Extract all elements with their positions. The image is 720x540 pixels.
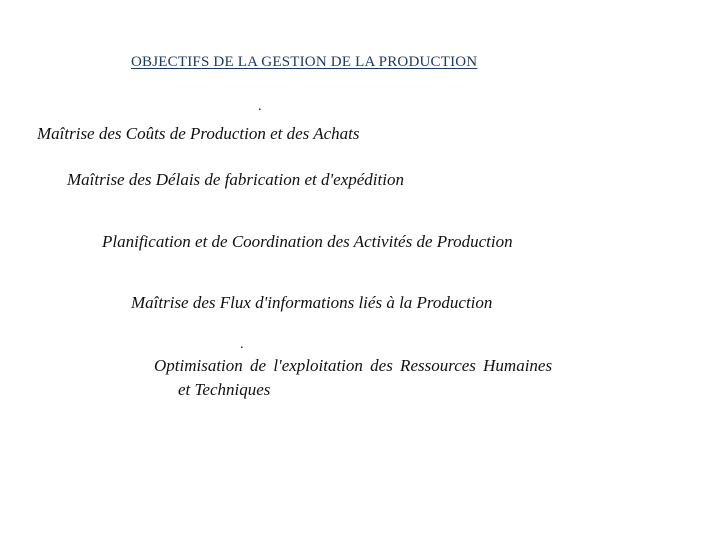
objective-planning-coordination: Planification et de Coordination des Activités de Production: [102, 232, 513, 251]
objective-cost-control: Maîtrise des Coûts de Production et des Achats: [37, 124, 360, 143]
objective-resource-optimisation: Optimisation de l'exploitation des Ressources Humaines: [154, 356, 553, 375]
objective-information-flow: Maîtrise des Flux d'informations liés à la Production: [131, 293, 493, 312]
objective-lead-time-control: Maîtrise des Délais de fabrication et d'expédition: [67, 170, 404, 189]
page-title: OBJECTIFS DE LA GESTION DE LA PRODUCTION: [131, 54, 478, 70]
bullet-marker: .: [240, 337, 244, 352]
objective-resource-optimisation-continued: et Techniques: [178, 380, 271, 399]
bullet-marker: .: [258, 99, 262, 114]
